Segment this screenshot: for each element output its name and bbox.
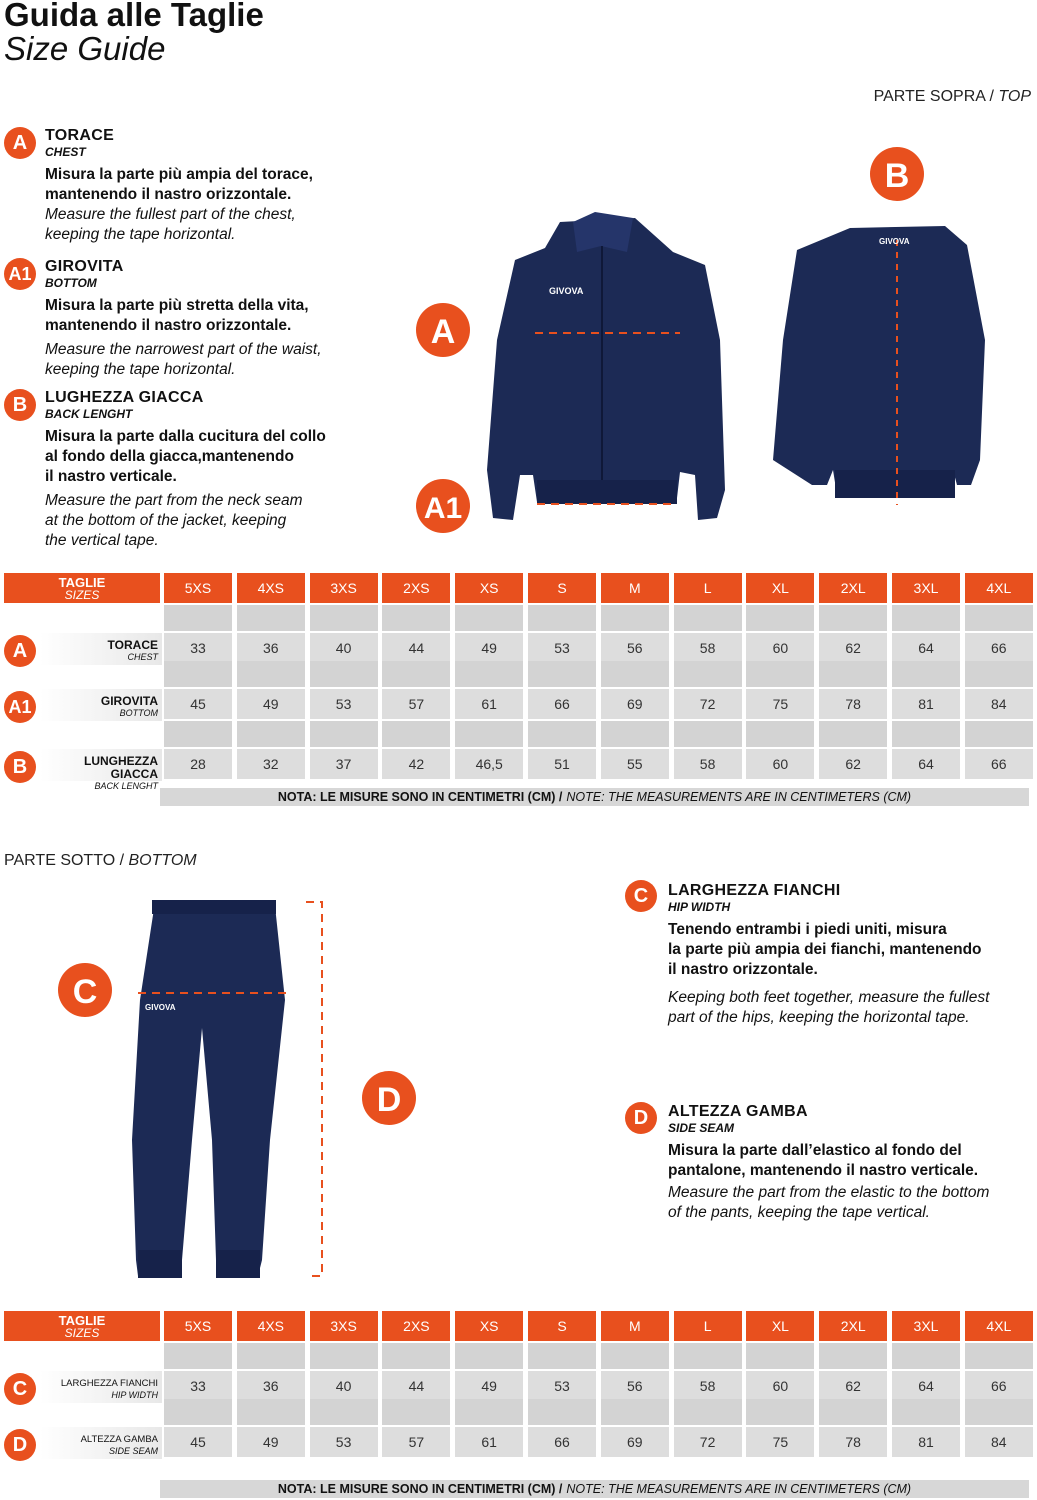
spacer-cell [455,721,523,747]
table-cell: 32 [237,749,305,779]
table-cell: 49 [237,689,305,719]
row-badge: A [4,635,36,667]
spacer-cell [164,1343,232,1369]
size-header: 2XL [819,573,887,603]
row-label: GIROVITA BOTTOM [40,689,162,721]
spacer-cell [965,605,1033,631]
table-cell: 58 [674,633,742,663]
svg-text:GIVOVA: GIVOVA [145,1003,176,1012]
spacer-cell [310,605,378,631]
table-cell: 61 [455,1427,523,1457]
spacer-cell [310,721,378,747]
spacer-cell [455,605,523,631]
size-header: 2XL [819,1311,887,1341]
table-cell: 51 [528,749,596,779]
spacer-cell [382,1399,450,1425]
table-cell: 53 [310,689,378,719]
table-cell: 66 [528,1427,596,1457]
table-cell: 49 [455,633,523,663]
row-label: TORACE CHEST [40,633,162,665]
spacer-cell [674,1343,742,1369]
table-cell: 44 [382,1371,450,1401]
size-header: 4XS [237,1311,305,1341]
table-head: TAGLIE SIZES [4,1311,160,1341]
table-cell: 53 [528,1371,596,1401]
table-cell: 66 [965,633,1033,663]
table-cell: 81 [892,689,960,719]
spacer-cell [965,1343,1033,1369]
spacer-cell [310,661,378,687]
size-header: 5XS [164,1311,232,1341]
spacer-cell [310,1343,378,1369]
row-badge: A1 [4,691,36,723]
spacer-cell [746,605,814,631]
image-badge-b: B [884,157,910,195]
table-cell: 72 [674,1427,742,1457]
spacer-cell [164,661,232,687]
spacer-cell [965,1399,1033,1425]
table-cell: 72 [674,689,742,719]
table-cell: 45 [164,689,232,719]
spacer-cell [237,661,305,687]
table-cell: 64 [892,749,960,779]
desc-back-length: LUGHEZZA GIACCA BACK LENGHT Misura la parte dalla cucitura del collo al fondo della giacca,mantenendo il nastro verticale. Measure the part from the neck seam at the bottom of the jacket, keeping the vertical tape. [45,389,326,549]
svg-text:GIVOVA: GIVOVA [879,237,910,246]
table-cell: 45 [164,1427,232,1457]
pants-illustration [40,880,460,1290]
image-badge-a: A [430,313,456,351]
table-cell: 84 [965,1427,1033,1457]
table-cell: 53 [528,633,596,663]
size-header: 5XS [164,573,232,603]
desc-chest: TORACE CHEST Misura la parte più ampia del torace, mantenendo il nastro orizzontale. Measure the fullest part of the chest, keeping the tape horizontal. [45,127,313,243]
spacer-cell [164,1399,232,1425]
spacer-cell [819,721,887,747]
table-cell: 40 [310,1371,378,1401]
spacer-cell [164,721,232,747]
table-cell: 75 [746,1427,814,1457]
table-head: TAGLIE SIZES [4,573,160,603]
spacer-cell [746,661,814,687]
size-header: 4XL [965,573,1033,603]
spacer-cell [455,1399,523,1425]
table-cell: 37 [310,749,378,779]
size-header: XL [746,573,814,603]
table-cell: 60 [746,1371,814,1401]
row-label: ALTEZZA GAMBA SIDE SEAM [40,1427,162,1459]
spacer-cell [674,721,742,747]
bottom-table-note: NOTA: LE MISURE SONO IN CENTIMETRI (CM) / NOTE: THE MEASUREMENTS ARE IN CENTIMETERS (CM) [160,1480,1029,1498]
table-cell: 75 [746,689,814,719]
spacer-cell [382,721,450,747]
badge-a: A [4,127,36,159]
spacer-cell [746,721,814,747]
size-header: 2XS [382,573,450,603]
table-cell: 53 [310,1427,378,1457]
spacer-cell [455,1343,523,1369]
size-header: M [601,1311,669,1341]
image-badge-d: D [376,1081,402,1119]
table-cell: 40 [310,633,378,663]
table-cell: 49 [455,1371,523,1401]
spacer-cell [674,1399,742,1425]
table-cell: 84 [965,689,1033,719]
table-cell: 60 [746,633,814,663]
table-cell: 66 [528,689,596,719]
table-cell: 62 [819,633,887,663]
size-header: 2XS [382,1311,450,1341]
svg-text:GIVOVA: GIVOVA [549,286,584,296]
image-badge-c: C [72,973,98,1011]
size-header: XL [746,1311,814,1341]
badge-d: D [625,1102,657,1134]
table-cell: 55 [601,749,669,779]
spacer-cell [455,661,523,687]
table-cell: 58 [674,1371,742,1401]
table-cell: 28 [164,749,232,779]
size-header: 3XS [310,1311,378,1341]
spacer-cell [674,661,742,687]
spacer-cell [601,721,669,747]
spacer-cell [382,605,450,631]
jacket-front-icon [487,212,725,520]
spacer-cell [528,1343,596,1369]
size-header: 3XL [892,1311,960,1341]
table-cell: 58 [674,749,742,779]
table-cell: 69 [601,1427,669,1457]
spacer-cell [601,661,669,687]
table-cell: 66 [965,749,1033,779]
badge-a1: A1 [4,258,36,290]
bottom-section-label: PARTE SOTTO / BOTTOM [4,852,197,869]
row-badge: D [4,1429,36,1461]
table-cell: 46,5 [455,749,523,779]
spacer-cell [965,721,1033,747]
table-cell: 62 [819,749,887,779]
spacer-cell [601,605,669,631]
spacer-cell [528,721,596,747]
jacket-illustration [405,140,1037,560]
spacer-cell [237,721,305,747]
spacer-cell [819,1399,887,1425]
table-cell: 78 [819,1427,887,1457]
size-header: 4XL [965,1311,1033,1341]
spacer-cell [601,1343,669,1369]
table-cell: 64 [892,633,960,663]
size-header: XS [455,1311,523,1341]
spacer-cell [528,661,596,687]
spacer-cell [819,661,887,687]
spacer-cell [237,605,305,631]
spacer-cell [382,661,450,687]
spacer-cell [892,1399,960,1425]
table-cell: 62 [819,1371,887,1401]
spacer-cell [965,661,1033,687]
spacer-cell [892,661,960,687]
size-header: 3XS [310,573,378,603]
spacer-cell [310,1399,378,1425]
table-cell: 61 [455,689,523,719]
spacer-cell [237,1343,305,1369]
top-section-label: PARTE SOPRA / TOP [873,88,1031,105]
image-badge-a1: A1 [423,492,463,525]
spacer-cell [746,1343,814,1369]
table-cell: 81 [892,1427,960,1457]
table-cell: 60 [746,749,814,779]
row-badge: C [4,1373,36,1405]
desc-hip-width: LARGHEZZA FIANCHI HIP WIDTH Tenendo entrambi i piedi uniti, misura la parte più ampia dei fianchi, mantenendo il nastro orizzontale. Keeping both feet together, measure the fullest part of the hips, keeping the horizontal tape. [668,882,990,1026]
spacer-cell [819,1343,887,1369]
table-cell: 33 [164,1371,232,1401]
table-cell: 36 [237,1371,305,1401]
table-cell: 64 [892,1371,960,1401]
spacer-cell [164,605,232,631]
size-header: L [674,573,742,603]
table-cell: 57 [382,1427,450,1457]
table-cell: 49 [237,1427,305,1457]
table-cell: 57 [382,689,450,719]
spacer-cell [237,1399,305,1425]
page-subtitle: Size Guide [4,30,166,67]
size-header: S [528,1311,596,1341]
spacer-cell [528,605,596,631]
spacer-cell [528,1399,596,1425]
page-title: Guida alle Taglie [4,0,264,33]
row-label: LUNGHEZZA GIACCA BACK LENGHT [40,749,162,781]
desc-side-seam: ALTEZZA GAMBA SIDE SEAM Misura la parte dall’elastico al fondo del pantalone, mantenendo il nastro verticale. Measure the part from the elastic to the bottom of the pants, keeping the tape vertical. [668,1103,990,1221]
table-cell: 33 [164,633,232,663]
size-header: M [601,573,669,603]
spacer-cell [892,1343,960,1369]
table-cell: 69 [601,689,669,719]
spacer-cell [674,605,742,631]
spacer-cell [819,605,887,631]
spacer-cell [382,1343,450,1369]
spacer-cell [601,1399,669,1425]
badge-c: C [625,880,657,912]
table-cell: 44 [382,633,450,663]
table-cell: 78 [819,689,887,719]
badge-b: B [4,389,36,421]
spacer-cell [892,721,960,747]
size-header: XS [455,573,523,603]
top-table-note: NOTA: LE MISURE SONO IN CENTIMETRI (CM) / NOTE: THE MEASUREMENTS ARE IN CENTIMETERS (CM) [160,788,1029,806]
pants-icon [132,900,288,1278]
table-cell: 36 [237,633,305,663]
desc-waist: GIROVITA BOTTOM Misura la parte più stretta della vita, mantenendo il nastro orizzontale. Measure the narrowest part of the waist, keeping the tape horizontal. [45,258,322,378]
row-label: LARGHEZZA FIANCHI HIP WIDTH [40,1371,162,1403]
table-cell: 56 [601,1371,669,1401]
jacket-back-icon [773,226,985,505]
table-cell: 56 [601,633,669,663]
size-header: S [528,573,596,603]
table-cell: 42 [382,749,450,779]
size-header: 4XS [237,573,305,603]
spacer-cell [892,605,960,631]
spacer-cell [746,1399,814,1425]
table-cell: 66 [965,1371,1033,1401]
size-header: 3XL [892,573,960,603]
size-header: L [674,1311,742,1341]
row-badge: B [4,751,36,783]
